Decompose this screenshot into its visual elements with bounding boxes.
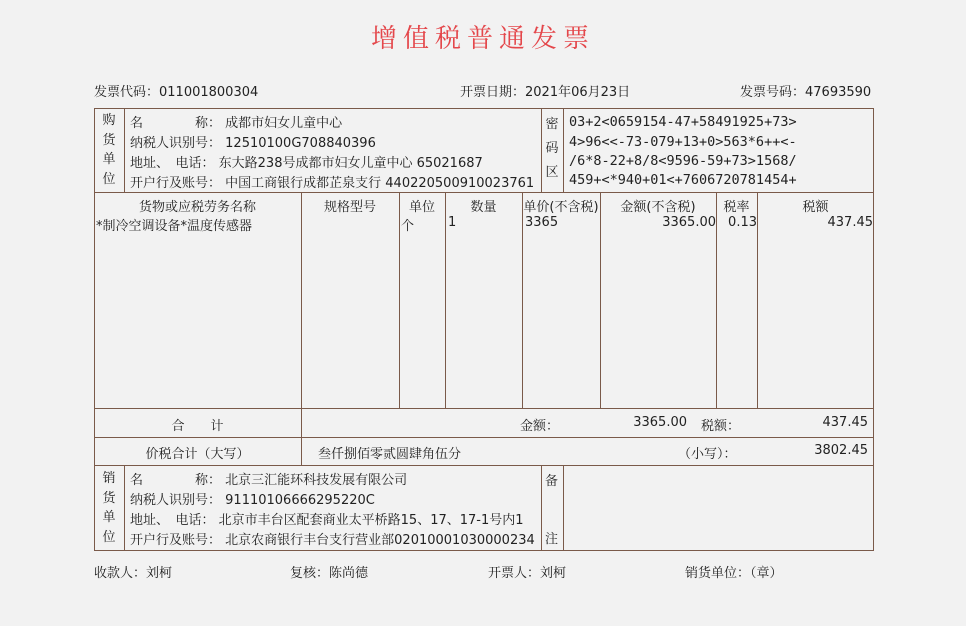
header-name: 货物或应税劳务名称: [138, 200, 256, 215]
invoice-date-label: 开票日期：: [460, 85, 526, 100]
invoice-title: 增值税普通发票: [370, 24, 595, 54]
total-tax-label: 税额：: [701, 419, 741, 434]
cipher-line: /6*8-22+8/8<9596-59+73>1568/: [569, 153, 797, 169]
invoice-number-label: 发票号码：: [740, 85, 806, 100]
header-spec: 规格型号: [323, 200, 376, 215]
total-label: 合 计: [171, 419, 224, 434]
total-amount: 3365.00: [633, 415, 687, 430]
seller-taxid-row: 纳税人识别号： 91110106666295220C: [130, 493, 375, 508]
seller-bank-row: 开户行及账号： 北京农商银行丰台支行营业部02010001030000234: [130, 533, 535, 548]
item-name: *制冷空调设备*温度传感器: [96, 219, 253, 234]
grand-total-upper: 叁仟捌佰零贰圆肆角伍分: [318, 447, 462, 462]
cipher-side-label: 密 码 区: [545, 117, 559, 180]
item-amount: 3365.00: [662, 215, 716, 230]
header-unit: 单位: [408, 200, 435, 215]
invoice-code-value: 011001800304: [159, 85, 259, 100]
header-amount: 金额(不含税): [620, 200, 696, 215]
cipher-line: 459+<*940+01<+7606720781454+: [569, 172, 797, 188]
header-price: 单价(不含税): [523, 200, 599, 215]
item-unit: 个: [401, 219, 415, 234]
buyer-name-row: 名 称： 成都市妇女儿童中心: [130, 116, 343, 131]
header-tax: 税额: [802, 200, 829, 215]
buyer-taxid-row: 纳税人识别号： 12510100G708840396: [130, 136, 376, 151]
grand-total-small: 3802.45: [814, 443, 868, 458]
invoice-code: [94, 81, 258, 100]
invoice-number: [740, 81, 871, 100]
cipher-line: 4>96<<-73-079+13+0>563*6++<-: [569, 134, 797, 150]
grand-total-small-label: （小写）：: [678, 447, 737, 462]
footer-drawer: 开票人：刘柯: [488, 566, 567, 581]
buyer-side-label: 购 货 单 位: [102, 113, 116, 187]
invoice-number-value: 47693590: [805, 85, 872, 100]
remark-label-bottom: 注: [545, 532, 559, 547]
seller-side-label: 销 货 单 位: [102, 471, 116, 545]
cipher-line: 03+2<0659154-47+58491925+73>: [569, 114, 797, 130]
buyer-address-row: 地址、 电话： 东大路238号成都市妇女儿童中心 65021687: [130, 156, 483, 171]
remark-label-top: 备: [545, 474, 559, 489]
footer-reviewer: 复核：陈尚德: [290, 566, 369, 581]
invoice-date: [460, 81, 630, 100]
seller-address-row: 地址、 电话： 北京市丰台区配套商业太平桥路15、17、17-1号内1: [130, 513, 524, 528]
header-rate: 税率: [723, 200, 750, 215]
item-rate: 0.13: [728, 215, 757, 230]
invoice-date-value: 2021年06月23日: [525, 85, 631, 100]
invoice-code-label: 发票代码：: [94, 85, 160, 100]
footer-payee: 收款人：刘柯: [94, 566, 173, 581]
seller-name-row: 名 称： 北京三汇能环科技发展有限公司: [130, 473, 408, 488]
header-qty: 数量: [470, 200, 497, 215]
buyer-bank-row: 开户行及账号： 中国工商银行成都芷泉支行 440220500910023761: [130, 176, 535, 191]
item-qty: 1: [448, 215, 457, 230]
item-price: 3365: [525, 215, 559, 230]
item-tax: 437.45: [827, 215, 873, 230]
total-tax: 437.45: [822, 415, 868, 430]
total-amount-label: 金额：: [520, 419, 560, 434]
grand-total-label: 价税合计（大写）: [145, 447, 250, 462]
footer-seller-stamp: 销货单位：（章）: [685, 566, 783, 581]
